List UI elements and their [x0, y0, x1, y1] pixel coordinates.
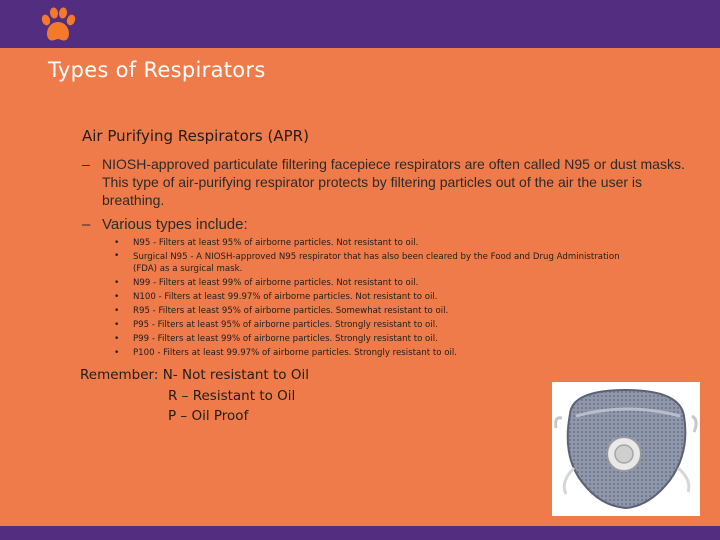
- list-item: • P100 - Filters at least 99.97% of airborne particles. Strongly resistant to oil.: [114, 346, 644, 360]
- list-item: • N99 - Filters at least 99% of airborne particles. Not resistant to oil.: [114, 276, 644, 290]
- dash-bullet: –: [82, 216, 91, 233]
- section-heading: Air Purifying Respirators (APR): [82, 127, 309, 145]
- list-item: • P95 - Filters at least 95% of airborne particles. Strongly resistant to oil.: [114, 318, 644, 332]
- description-paragraph: [82, 155, 702, 209]
- footer-bar: [0, 526, 720, 540]
- header-bar: [0, 0, 720, 48]
- remember-line: P – Oil Proof: [168, 408, 249, 424]
- mask-illustration: [552, 382, 700, 516]
- list-item: • Surgical N95 - A NIOSH-approved N95 respirator that has also been cleared by the Food and Drug Administration (FDA) as a surgical mask.: [114, 250, 644, 276]
- description-text: NIOSH-approved particulate filtering facepiece respirators are often called N95 or dust masks. This type of air-purifying respirator protects by filtering particles out of the air the user is breathing.: [102, 156, 685, 208]
- list-item: • N100 - Filters at least 99.97% of airborne particles. Not resistant to oil.: [114, 290, 644, 304]
- types-intro-text: Various types include:: [102, 216, 248, 233]
- paw-print-icon: [38, 6, 78, 46]
- respirator-types-list: [114, 236, 644, 360]
- remember-line: R – Resistant to Oil: [168, 387, 296, 404]
- remember-line: Remember: N- Not resistant to Oil: [80, 367, 309, 383]
- list-item: • N95 - Filters at least 95% of airborne particles. Not resistant to oil.: [114, 236, 644, 250]
- list-item: • R95 - Filters at least 95% of airborne particles. Somewhat resistant to oil.: [114, 304, 644, 318]
- dash-bullet: –: [82, 156, 90, 172]
- slide-title: Types of Respirators: [48, 58, 266, 82]
- list-item: • P99 - Filters at least 99% of airborne particles. Strongly resistant to oil.: [114, 332, 644, 346]
- respirator-mask-image: [552, 382, 700, 516]
- types-intro: [82, 216, 682, 233]
- remember-note: [80, 365, 309, 427]
